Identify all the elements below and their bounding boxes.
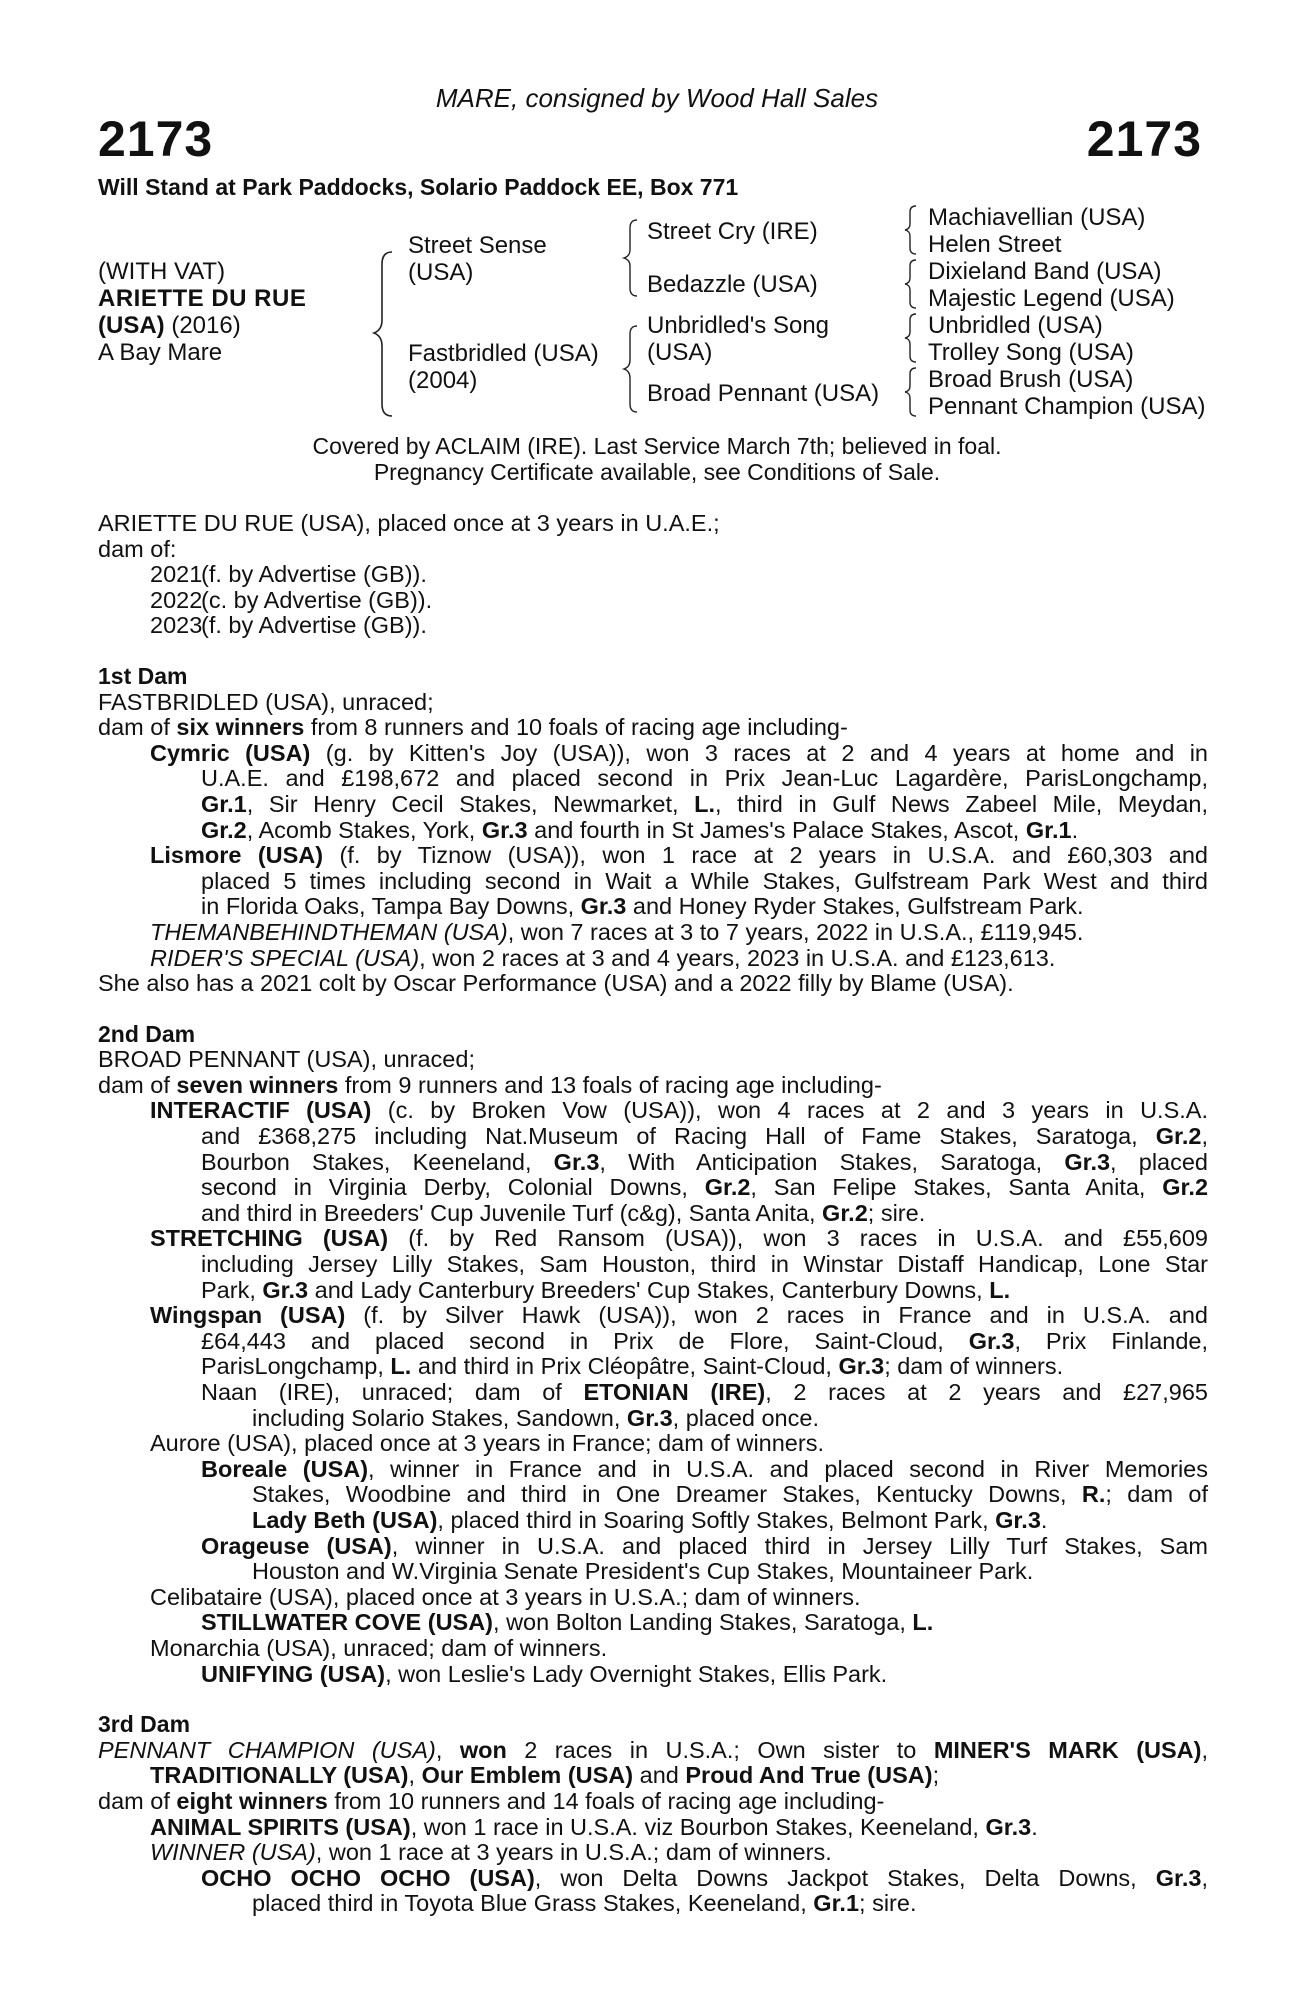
orageuse-line-1: Orageuse (USA), winner in U.S.A. and placed third in Jersey Lilly Turf Stakes, Sam	[201, 1532, 1208, 1559]
produce-year: 2021	[150, 561, 203, 588]
cymric-line-1: Cymric (USA) (g. by Kitten's Joy (USA)), won 3 races at 2 and 4 years at home and in	[150, 739, 1208, 766]
produce-text: (f. by Advertise (GB)).	[201, 612, 427, 639]
wingspan-line-2: £64,443 and placed second in Prix de Flore, Saint-Cloud, Gr.3, Prix Finlande,	[201, 1327, 1208, 1354]
lot-number-left: 2173	[98, 111, 214, 167]
sire-dam: Bedazzle (USA)	[647, 271, 818, 298]
gg-3: Dixieland Band (USA)	[928, 258, 1162, 285]
aurore-line: Aurore (USA), placed once at 3 years in France; dam of winners.	[150, 1430, 824, 1457]
brace-g2	[902, 258, 922, 310]
brace-main	[370, 250, 400, 420]
gg-6: Trolley Song (USA)	[928, 339, 1134, 366]
boreale-line-1: Boreale (USA), winner in France and in U.S.A. and placed second in River Memories	[201, 1455, 1208, 1482]
dam-dam: Broad Pennant (USA)	[647, 380, 880, 407]
first-dam-name: FASTBRIDLED (USA), unraced;	[98, 688, 434, 715]
orageuse-line-2: Houston and W.Virginia Senate President's Cup Stakes, Mountaineer Park.	[252, 1558, 1034, 1585]
interactif-line-4: second in Virginia Derby, Colonial Downs, Gr.2, San Felipe Stakes, Santa Anita, Gr.2	[201, 1174, 1209, 1201]
dam-sire-line1: Unbridled's Song	[647, 312, 830, 339]
lismore-line-3: in Florida Oaks, Tampa Bay Downs, Gr.3 and Honey Ryder Stakes, Gulfstream Park.	[201, 893, 1084, 920]
unifying-line: UNIFYING (USA), won Leslie's Lady Overnight Stakes, Ellis Park.	[201, 1660, 888, 1687]
intro-dam-of: dam of:	[98, 535, 177, 562]
sire-line2: (USA)	[408, 259, 474, 286]
first-dam-record: dam of six winners from 8 runners and 10 foals of racing age including-	[98, 714, 848, 741]
third-dam-line-1: PENNANT CHAMPION (USA), won 2 races in U.S.A.; Own sister to MINER'S MARK (USA),	[98, 1736, 1208, 1763]
produce-row	[98, 613, 1208, 639]
gg-2: Helen Street	[928, 231, 1062, 258]
wingspan-line-3: ParisLongchamp, L. and third in Prix Cléopâtre, Saint-Cloud, Gr.3; dam of winners.	[201, 1353, 1064, 1380]
monarchia-line: Monarchia (USA), unraced; dam of winners.	[150, 1634, 608, 1661]
cymric-line-3: Gr.1, Sir Henry Cecil Stakes, Newmarket, L., third in Gulf News Zabeel Mile, Meydan,	[201, 790, 1209, 817]
brace-sire	[622, 218, 642, 298]
naan-line-1: Naan (IRE), unraced; dam of ETONIAN (IRE), 2 races at 2 years and £27,965	[201, 1379, 1208, 1405]
animal-spirits-line: ANIMAL SPIRITS (USA), won 1 race in U.S.A. viz Bourbon Stakes, Keeneland, Gr.3.	[150, 1813, 1038, 1840]
subject-year: (2016)	[171, 312, 241, 339]
third-dam-record: dam of eight winners from 10 runners and 14 foals of racing age including-	[98, 1787, 885, 1814]
themanbehindtheman-line: THEMANBEHINDTHEMAN (USA), won 7 races at 3 to 7 years, 2022 in U.S.A., £119,945.	[150, 918, 1084, 945]
subject-desc: A Bay Mare	[98, 339, 223, 366]
lady-beth-line: Lady Beth (USA), placed third in Soaring Softly Stakes, Belmont Park, Gr.3.	[252, 1506, 1048, 1533]
subject-vat: (WITH VAT)	[98, 258, 226, 285]
lot-number-right: 2173	[1086, 111, 1202, 167]
subject-country: (USA)	[98, 312, 165, 339]
second-dam-name: BROAD PENNANT (USA), unraced;	[98, 1046, 475, 1073]
covered-line-1: Covered by ACLAIM (IRE). Last Service March 7th; believed in foal.	[312, 433, 1002, 459]
gg-8: Pennant Champion (USA)	[928, 393, 1206, 420]
dam-line1: Fastbridled (USA)	[408, 340, 599, 367]
produce-year: 2023	[150, 612, 203, 639]
produce-text: (c. by Advertise (GB)).	[201, 586, 433, 613]
gg-1: Machiavellian (USA)	[928, 204, 1146, 231]
page-body	[98, 511, 1208, 1917]
winner-line: WINNER (USA), won 1 race at 3 years in U.S.A.; dam of winners.	[150, 1839, 832, 1866]
second-dam-heading: 2nd Dam	[98, 1020, 196, 1047]
wingspan-line-1: Wingspan (USA) (f. by Silver Hawk (USA)), won 2 races in France and in U.S.A. and	[150, 1302, 1208, 1329]
brace-g3	[902, 312, 922, 364]
stillwater-cove-line: STILLWATER COVE (USA), won Bolton Landing Stakes, Saratoga, L.	[201, 1609, 934, 1636]
interactif-line-5: and third in Breeders' Cup Juvenile Turf (c&g), Santa Anita, Gr.2; sire.	[201, 1199, 926, 1226]
brace-g1	[902, 204, 922, 256]
produce-text: (f. by Advertise (GB)).	[201, 561, 427, 588]
third-dam-line-2: TRADITIONALLY (USA), Our Emblem (USA) and Proud And True (USA);	[150, 1762, 940, 1789]
second-dam-record: dam of seven winners from 9 runners and 13 foals of racing age including-	[98, 1071, 882, 1098]
consignor-line: MARE, consigned by Wood Hall Sales	[435, 83, 879, 113]
produce-year: 2022	[150, 586, 203, 613]
first-dam-heading: 1st Dam	[98, 662, 188, 689]
interactif-line-2: and £368,275 including Nat.Museum of Racing Hall of Fame Stakes, Saratoga, Gr.2,	[201, 1123, 1208, 1150]
brace-g4	[902, 366, 922, 418]
gg-7: Broad Brush (USA)	[928, 366, 1134, 393]
stretching-line-1: STRETCHING (USA) (f. by Red Ransom (USA)), won 3 races in U.S.A. and £55,609	[150, 1225, 1208, 1252]
interactif-line-3: Bourbon Stakes, Keeneland, Gr.3, With Anticipation Stakes, Saratoga, Gr.3, placed	[201, 1148, 1209, 1175]
subject-country-year	[98, 312, 241, 339]
interactif-line-1: INTERACTIF (USA) (c. by Broken Vow (USA)), won 4 races at 2 and 3 years in U.S.A.	[150, 1097, 1208, 1124]
sire-line1: Street Sense	[408, 232, 547, 259]
naan-line-2: including Solario Stakes, Sandown, Gr.3, placed once.	[252, 1404, 819, 1431]
ocho-line-2: placed third in Toyota Blue Grass Stakes, Keeneland, Gr.1; sire.	[252, 1890, 917, 1917]
brace-dam	[622, 324, 642, 414]
riders-special-line: RIDER'S SPECIAL (USA), won 2 races at 3 and 4 years, 2023 in U.S.A. and £123,613.	[150, 944, 1056, 971]
intro-line: ARIETTE DU RUE (USA), placed once at 3 years in U.A.E.;	[98, 510, 720, 536]
cymric-line-4: Gr.2, Acomb Stakes, York, Gr.3 and fourth in St James's Palace Stakes, Ascot, Gr.1.	[201, 816, 1079, 843]
covered-note	[0, 433, 1314, 485]
produce-row	[98, 562, 1208, 588]
stretching-line-2: including Jersey Lilly Stakes, Sam Houston, third in Winstar Distaff Handicap, Lone Star	[201, 1251, 1208, 1278]
celibataire-line: Celibataire (USA), placed once at 3 years in U.S.A.; dam of winners.	[150, 1583, 861, 1610]
subject-name: ARIETTE DU RUE	[98, 285, 307, 312]
dam-sire-line2: (USA)	[647, 339, 713, 366]
stretching-line-3: Park, Gr.3 and Lady Canterbury Breeders' Cup Stakes, Canterbury Downs, L.	[201, 1276, 1011, 1303]
cymric-line-2: U.A.E. and £198,672 and placed second in Prix Jean-Luc Lagardère, ParisLongchamp,	[201, 765, 1208, 792]
dam-line2: (2004)	[408, 367, 478, 394]
gg-4: Majestic Legend (USA)	[928, 285, 1175, 312]
covered-line-2: Pregnancy Certificate available, see Conditions of Sale.	[373, 459, 941, 485]
first-dam-also: She also has a 2021 colt by Oscar Performance (USA) and a 2022 filly by Blame (USA).	[98, 970, 1014, 997]
lismore-line-2: placed 5 times including second in Wait a While Stakes, Gulfstream Park West and third	[201, 867, 1208, 894]
gg-5: Unbridled (USA)	[928, 312, 1103, 339]
third-dam-heading: 3rd Dam	[98, 1711, 191, 1738]
lismore-line-1: Lismore (USA) (f. by Tiznow (USA)), won 1 race at 2 years in U.S.A. and £60,303 and	[150, 842, 1209, 869]
boreale-line-2: Stakes, Woodbine and third in One Dreamer Stakes, Kentucky Downs, R.; dam of	[252, 1481, 1208, 1508]
sire-sire: Street Cry (IRE)	[647, 218, 818, 245]
ocho-line-1: OCHO OCHO OCHO (USA), won Delta Downs Jackpot Stakes, Delta Downs, Gr.3,	[201, 1864, 1208, 1891]
produce-row	[98, 588, 1208, 614]
stand-location: Will Stand at Park Paddocks, Solario Paddock EE, Box 771	[98, 174, 739, 200]
